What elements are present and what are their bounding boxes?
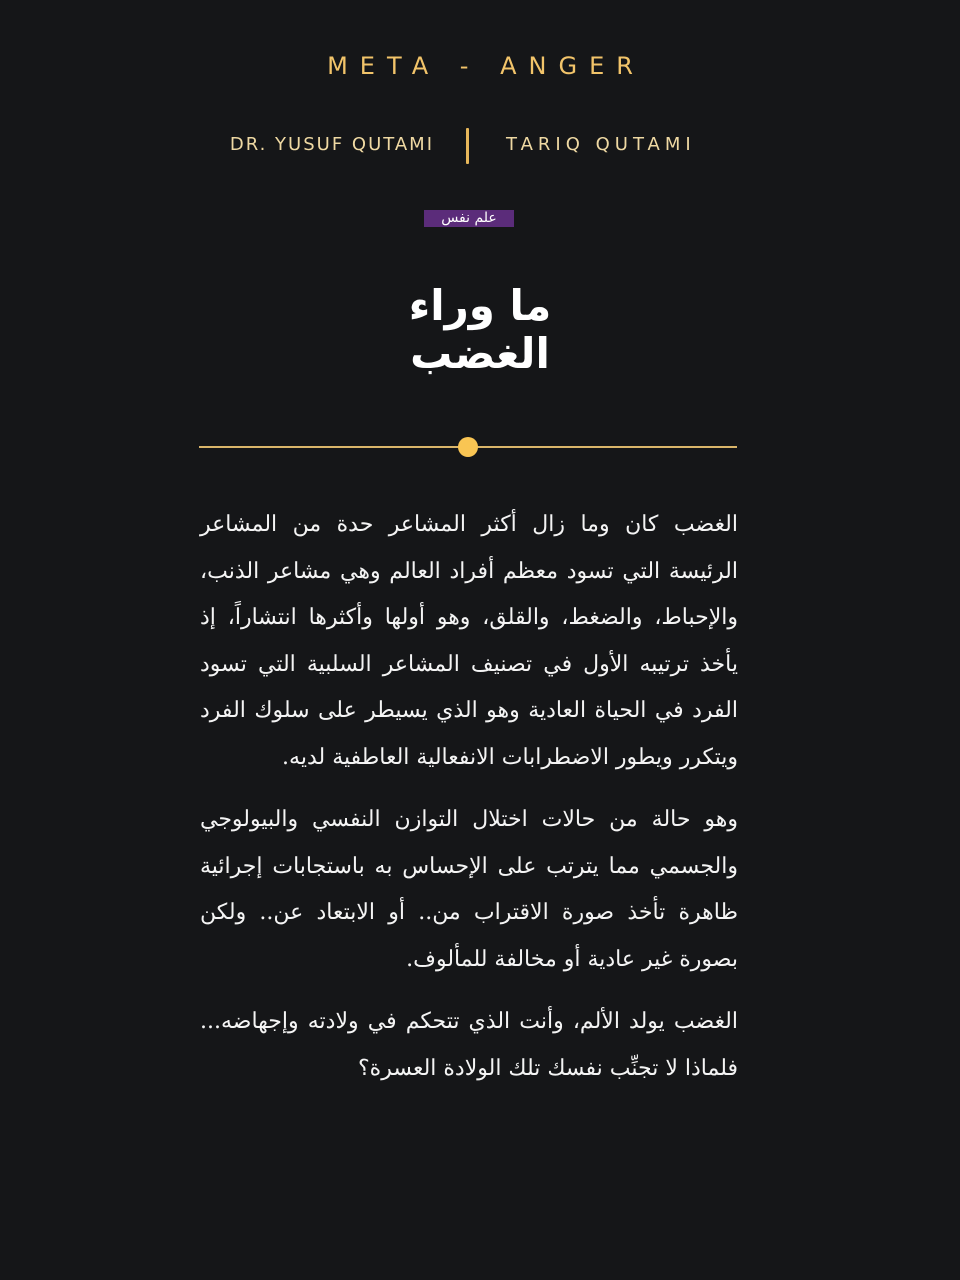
divider-dot-icon [458, 437, 478, 457]
series-title: META - ANGER [327, 52, 645, 80]
article-body [200, 502, 738, 1108]
paragraph-2: وهو حالة من حالات اختلال التوازن النفسي والبيولوجي والجسمي مما يترتب على الإحساس به باستجابات إجرائية ظاهرة تأخذ صورة الاقتراب من.. أو الابتعاد عن.. ولكن بصورة غير عادية أو مخالفة للمألوف. [200, 807, 738, 972]
author-secondary: TARIQ QUTAMI [506, 134, 696, 155]
authors-row [0, 128, 960, 164]
page-title [0, 282, 960, 378]
author-primary: DR. YUSUF QUTAMI [229, 134, 434, 155]
title-line-2: الغضب [410, 329, 550, 378]
author-separator [466, 128, 469, 164]
category-tag: علم نفس [424, 210, 514, 227]
paragraph-1: الغضب كان وما زال أكثر المشاعر حدة من المشاعر الرئيسة التي تسود معظم أفراد العالم وهي مشاعر الذنب، والإحباط، والضغط، والقلق، وهو أولها وأكثرها انتشاراً، إذ يأخذ ترتيبه الأول في تصنيف المشاعر السلبية التي تسود الفرد في الحياة العادية وهو الذي يسيطر على سلوك الفرد ويتكرر ويطور الاضطرابات الانفعالية العاطفية لديه. [200, 512, 738, 770]
paragraph-3: الغضب يولد الألم، وأنت الذي تتحكم في ولادته وإجهاضه... فلماذا لا تجنِّب نفسك تلك الولادة العسرة؟ [200, 1009, 738, 1081]
title-line-1: ما وراء [408, 281, 552, 330]
